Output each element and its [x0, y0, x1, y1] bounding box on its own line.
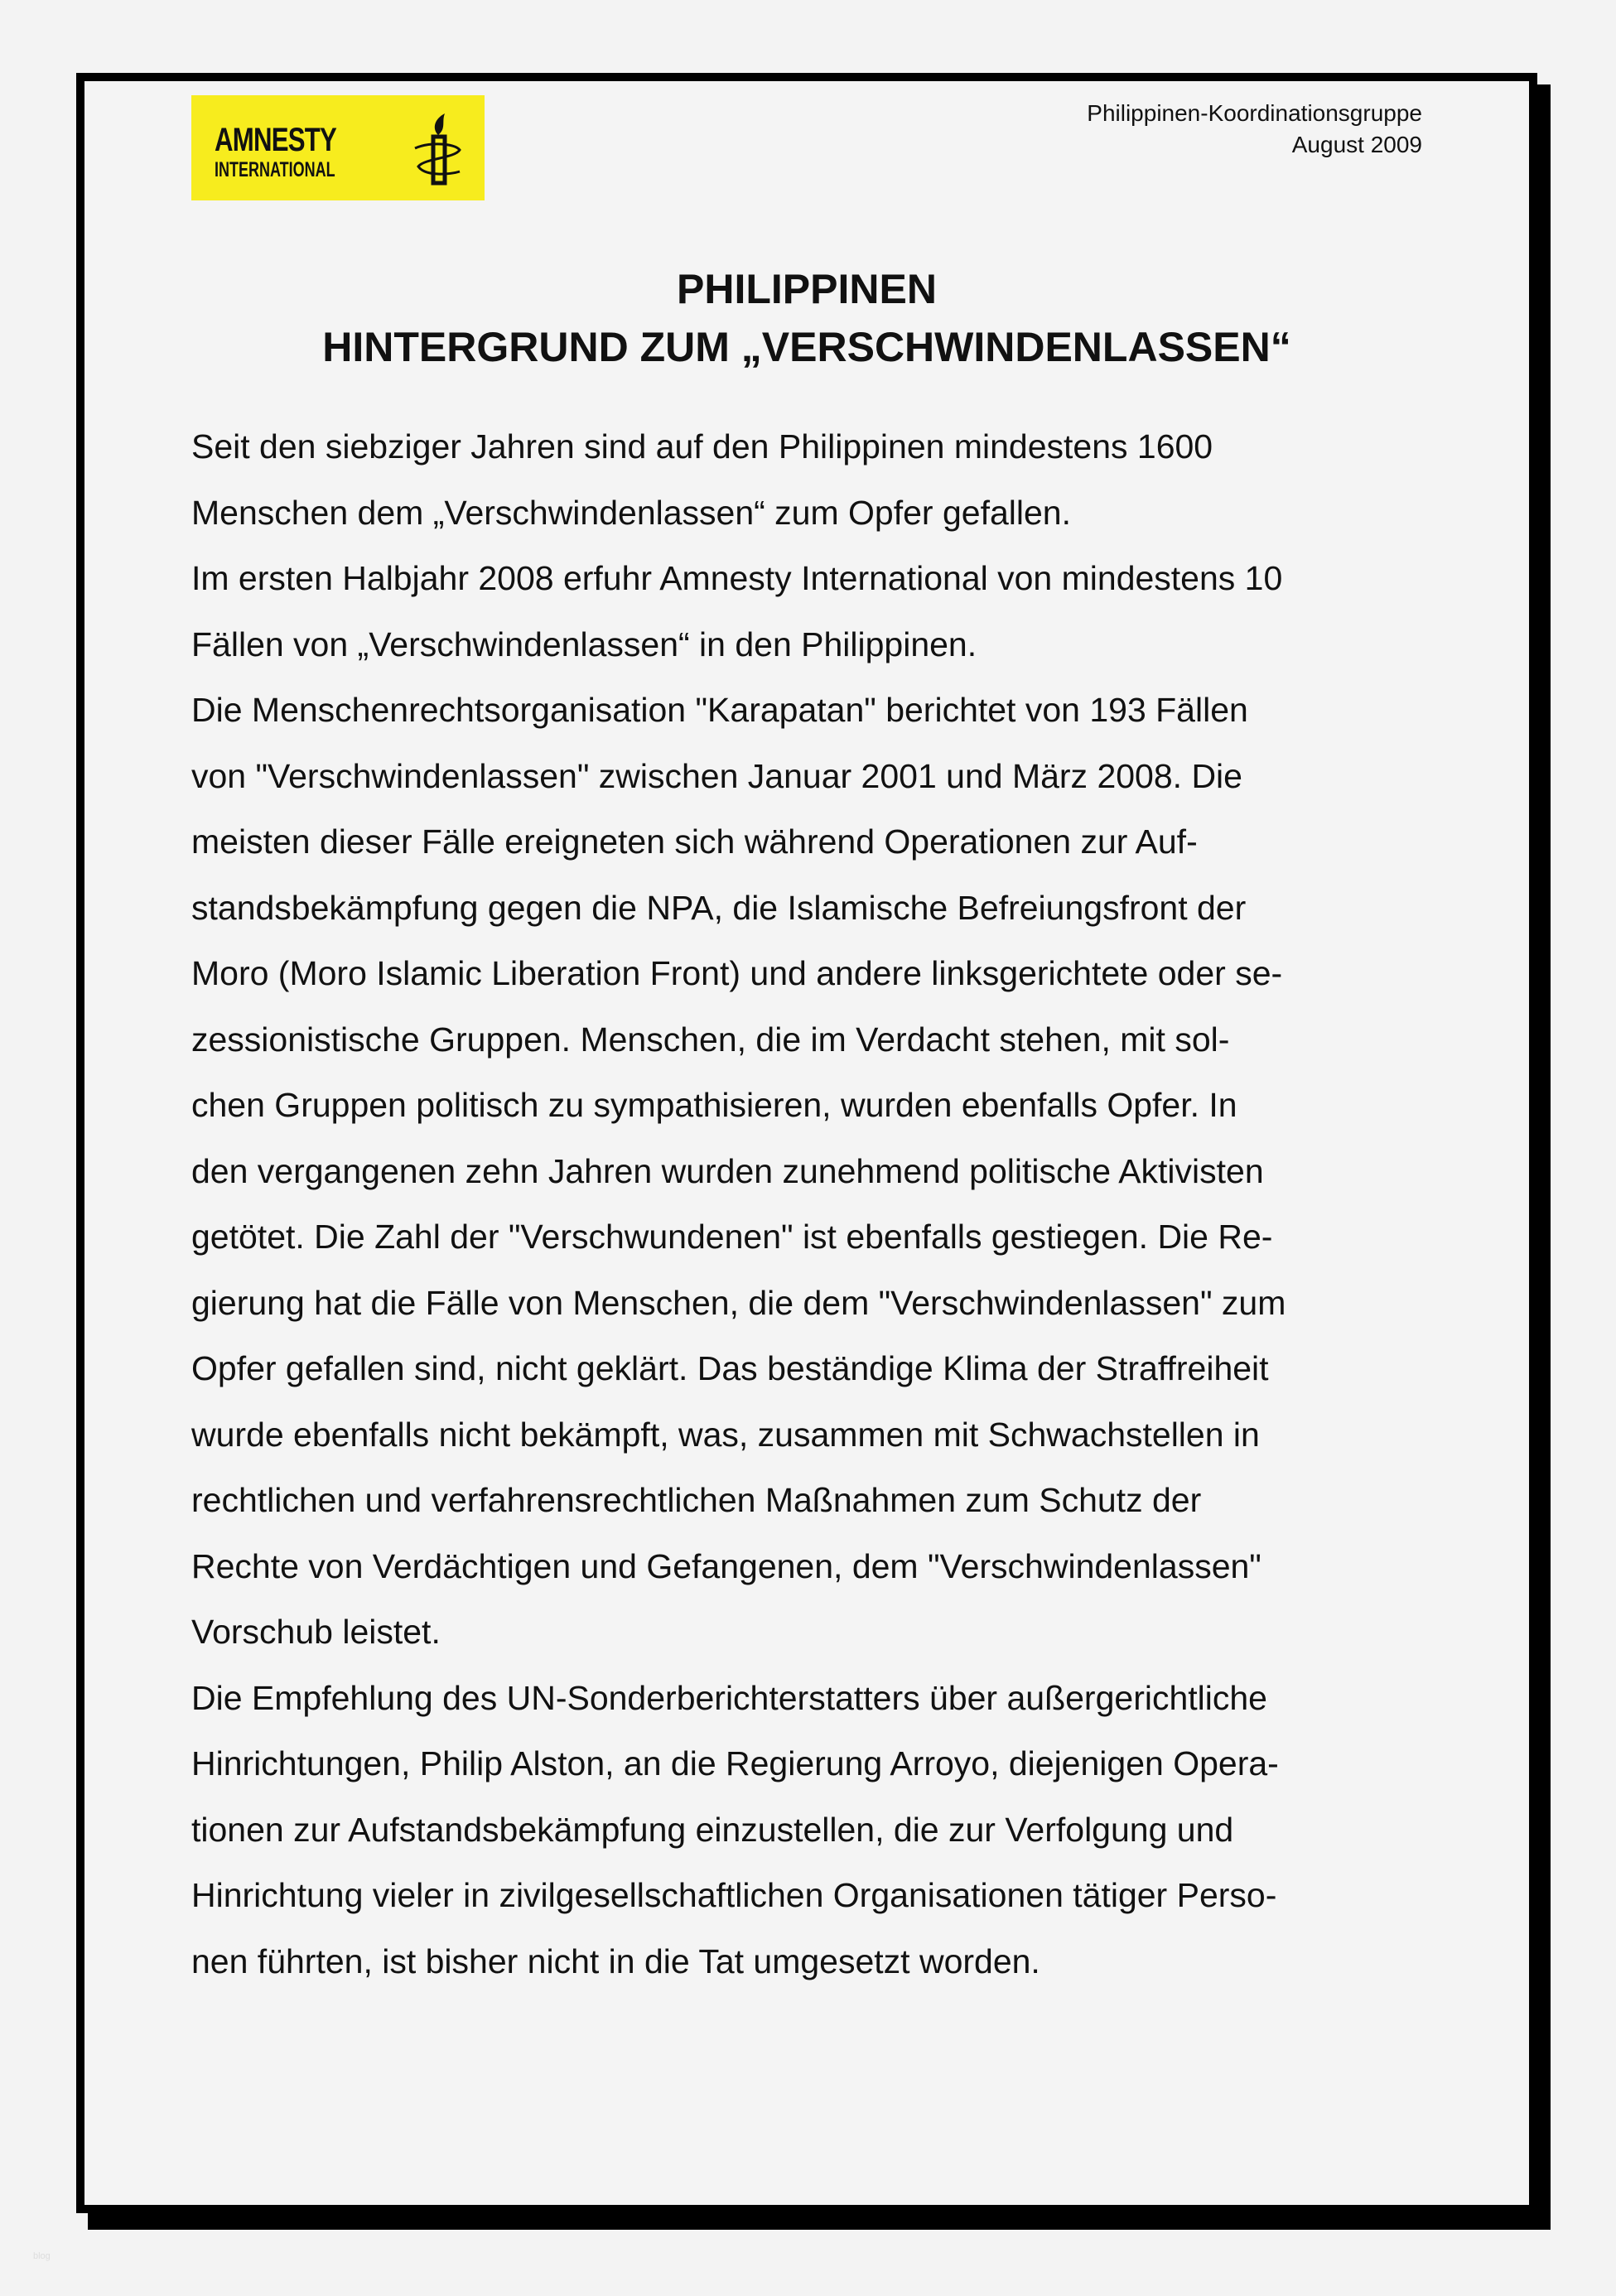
candle-barbed-wire-icon [413, 112, 463, 186]
header-group: Philippinen-Koordinationsgruppe [1087, 100, 1422, 126]
body-line: Menschen dem „Verschwindenlassen“ zum Opfer gefallen. [191, 493, 1071, 532]
body-line: Moro (Moro Islamic Liberation Front) und andere linksgerichtete oder se- [191, 954, 1283, 992]
header-date: August 2009 [1291, 132, 1422, 157]
body-line: zessionistische Gruppen. Menschen, die im Verdacht stehen, mit sol- [191, 1020, 1230, 1059]
body-line: meisten dieser Fälle ereigneten sich während Operationen zur Auf- [191, 822, 1198, 861]
body-line: Rechte von Verdächtigen und Gefangenen, dem "Verschwindenlassen" [191, 1546, 1261, 1585]
body-line: Im ersten Halbjahr 2008 erfuhr Amnesty International von mindestens 10 [191, 559, 1283, 597]
watermark: blog [33, 2251, 51, 2261]
body-line: Die Empfehlung des UN-Sonderberichterstatters über außergerichtliche [191, 1678, 1267, 1717]
body-line: Vorschub leistet. [191, 1613, 441, 1651]
body-line: Hinrichtung vieler in zivilgesellschaftlichen Organisationen tätiger Perso- [191, 1876, 1277, 1914]
title-line-1: PHILIPPINEN [677, 266, 937, 312]
body-line: von "Verschwindenlassen" zwischen Januar 2001 und März 2008. Die [191, 756, 1242, 795]
logo-text-amnesty: AMNESTY [215, 122, 337, 158]
body-line: Hinrichtungen, Philip Alston, an die Regierung Arroyo, diejenigen Opera- [191, 1744, 1279, 1782]
body-line: den vergangenen zehn Jahren wurden zunehmend politische Aktivisten [191, 1151, 1264, 1190]
body-line: nen führten, ist bisher nicht in die Tat umgesetzt worden. [191, 1941, 1040, 1980]
body-text [191, 414, 1286, 1995]
body-line: gierung hat die Fälle von Menschen, die dem "Verschwindenlassen" zum [191, 1283, 1286, 1322]
body-line: Opfer gefallen sind, nicht geklärt. Das beständige Klima der Straffreiheit [191, 1349, 1269, 1387]
amnesty-logo [191, 95, 485, 200]
body-line: Seit den siebziger Jahren sind auf den Philippinen mindestens 1600 [191, 427, 1213, 465]
body-line: Fällen von „Verschwindenlassen“ in den Philippinen. [191, 625, 977, 663]
body-line: getötet. Die Zahl der "Verschwundenen" ist ebenfalls gestiegen. Die Re- [191, 1218, 1273, 1256]
body-line: standsbekämpfung gegen die NPA, die Islamische Befreiungsfront der [191, 888, 1247, 927]
body-line: Die Menschenrechtsorganisation "Karapatan" berichtet von 193 Fällen [191, 691, 1248, 729]
title-line-2: HINTERGRUND ZUM „VERSCHWINDENLASSEN“ [322, 324, 1291, 370]
body-line: tionen zur Aufstandsbekämpfung einzustellen, die zur Verfolgung und [191, 1810, 1234, 1849]
logo-text-international: INTERNATIONAL [215, 158, 335, 181]
body-line: wurde ebenfalls nicht bekämpft, was, zusammen mit Schwachstellen in [191, 1415, 1260, 1454]
body-line: chen Gruppen politisch zu sympathisieren, wurden ebenfalls Opfer. In [191, 1086, 1237, 1124]
body-line: rechtlichen und verfahrensrechtlichen Maßnahmen zum Schutz der [191, 1481, 1202, 1519]
document-header [1087, 98, 1422, 161]
